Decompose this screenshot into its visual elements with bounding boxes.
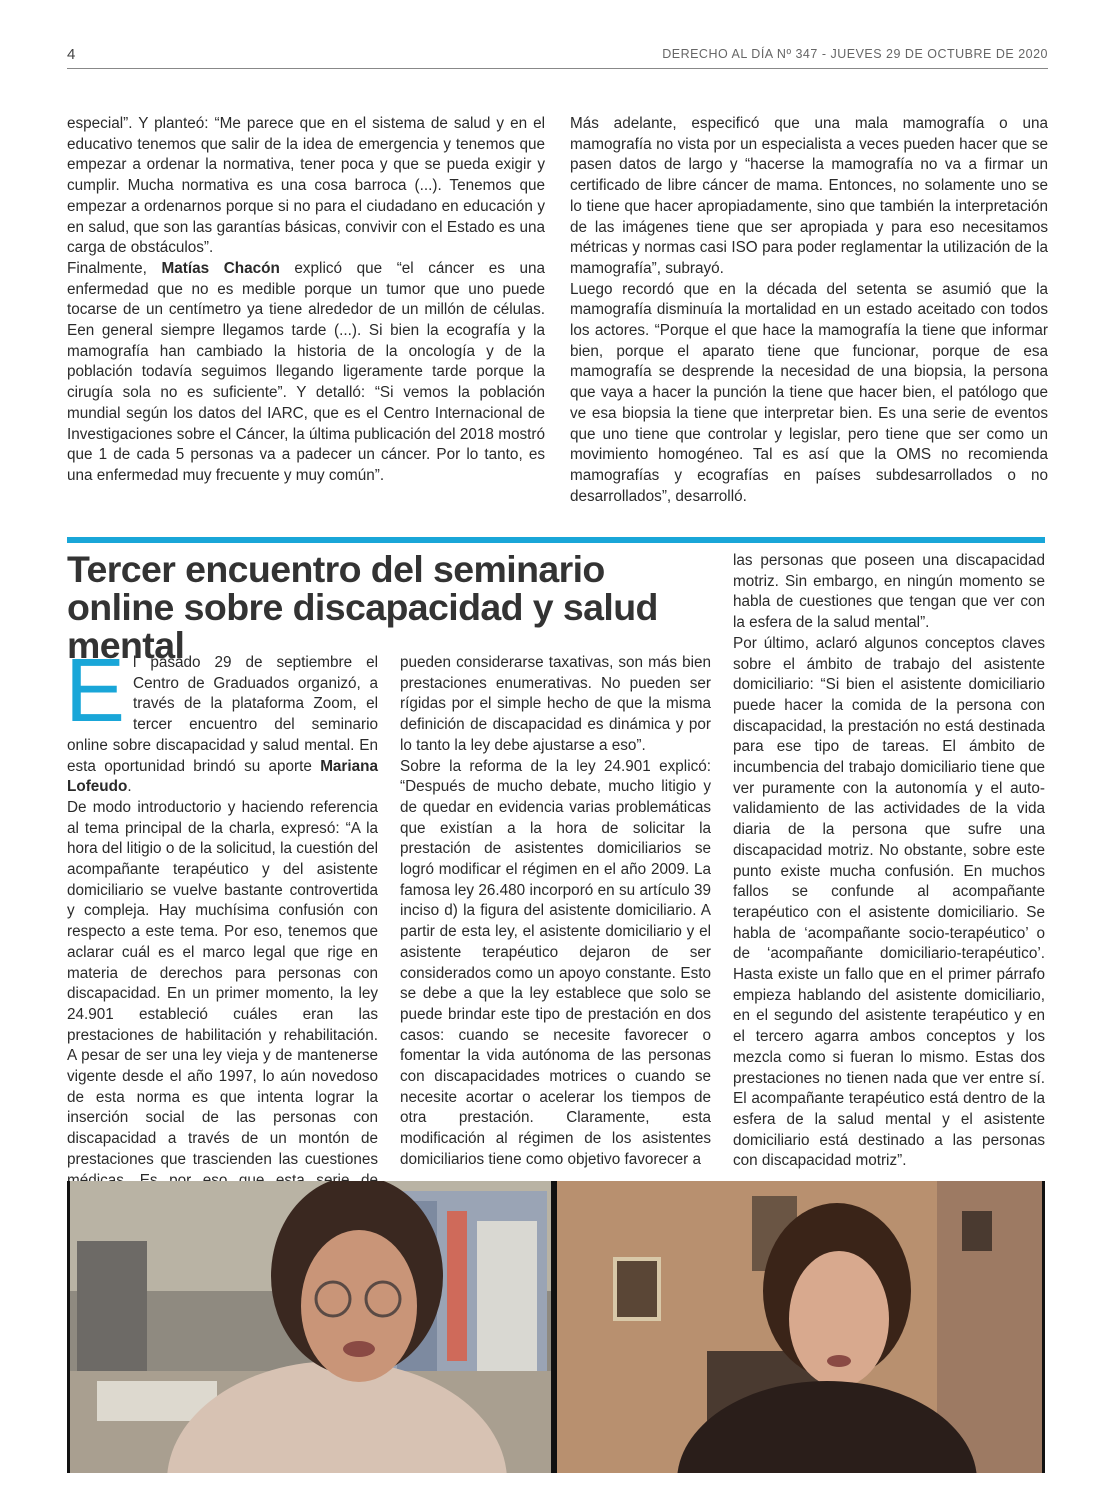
page-header [67,46,1048,69]
paragraph: Por último, aclaró algunos conceptos claves sobre el ámbito de trabajo del asistente domiciliario: “Si bien el asistente domiciliario puede hacer la comida de la persona con discapacidad, la prestación no está destinada para ese tipo de tareas. El ámbito de incumbencia del trabajo domiciliario tiene que ver puramente con la autonomía y el auto-validamiento de las actividades de la vida diaria de la persona que sufre una discapacidad motriz. No obstante, sobre este punto existe mucha confusión. En muchos fallos se confunde al acompañante terapéutico con el asistente domiciliario. Se habla de ‘acompañante socio-terapéutico’ o de ‘acompañante domiciliario-terapéutico’. Hasta existe un fallo que en el primer párrafo empieza hablando del asistente domiciliario, en el segundo del asistente terapéutico y en el tercero agarra ambos conceptos y los mezcla como si fueran lo mismo. Estas dos prestaciones no tienen nada que ver entre sí. El acompañante terapéutico está dentro de la esfera de la salud mental y el asistente domiciliario está destinado a las personas con discapacidad motriz”. [733,634,1045,1170]
video-call-photo [67,1181,1045,1473]
paragraph: De modo introductorio y haciendo referencia al tema principal de la charla, expresó: “A la hora del litigio o de la solicitud, la cuestión del acompañante terapéutico y del asistente domiciliario se vuelve bastante controvertida y compleja. Hay muchísima confusión con respecto a este tema. Por eso, tenemos que aclarar cuál es el marco legal que rige en materia de derechos para personas con discapacidad. En un primer momento, la ley 24.901 estableció cuáles eran las prestaciones de habilitación y rehabilitación. A pesar de ser una ley vieja y de mantenerse vigente desde el año 1997, lo aún novedoso de esta norma es que intenta lograr la inserción social de las personas con discapacidad a través de un montón de prestaciones que trascienden las cuestiones [67,798,378,1168]
speaker-name: Mariana Lofeudo [67,757,378,796]
right-video-panel [557,1181,1042,1473]
publication-name: DERECHO AL DÍA Nº 347 [662,47,818,61]
section-divider [67,537,1045,543]
drop-cap: E [65,641,126,741]
previous-article-left-column [67,114,545,487]
paragraph: Más adelante, especificó que una mala mamografía o una mamografía no vista por un especialista a veces pueden hacer que se pasen datos de largo y “hacerse la mamografía no va a firmar un certificado de libre cáncer de mama. Entonces, no solamente uno se lo tiene que hacer apropiadamente, sino que también la interpretación de las imágenes tiene que ser apropiada y para eso necesitamos métricas y normas casi ISO para poder reglamentar la utilización de la mamografía”, subrayó. [570,115,1048,277]
article-column-3 [733,551,1045,1172]
speaker-name: Matías Chacón [161,259,280,277]
article-headline: Tercer encuentro del seminario online sobre discapacidad y salud mental [67,548,658,666]
publication-date: JUEVES 29 DE OCTUBRE DE 2020 [830,47,1048,61]
lead-paragraph: El pasado 29 de septiembre el Centro de Graduados organizó, a través de la plataforma Zoom, el tercer encuentro del seminario online sobre discapacidad y salud mental. En esta oportunidad brindó su aporte Mariana Lofeudo. [65,641,378,796]
separator: - [817,47,831,61]
paragraph: Luego recordó que en la década del setenta se asumió que la mamografía disminuía la mortalidad en un estado aceitado con todos los actores. “Porque el que hace la mamografía la tiene que informar bien, porque el aparato tiene que funcionar, porque de esa mamografía se desprende la necesidad de una biopsia, la persona que vaya a hacer la punción la tiene que hacer bien, el patólogo que ve esa biopsia la tiene que interpretar bien. Es una serie de eventos que uno tiene que controlar y legislar, pero tiene que ser como un movimiento homogéneo. Tal es así que la OMS no recomienda mamografías y ecografías en países subdesarrollados o no desarrollados”, desarrolló. [570,280,1048,505]
paragraph: Finalmente, Matías Chacón explicó que “el cáncer es una enfermedad que no es medible porque un tumor que uno puede tocarse de un centímetro ya tiene alrededor de un millón de células. Een general siempre llegamos tarde (...). Si bien la ecografía y la mamografía han cambiado la historia de la oncología y de la población todavía seguimos llegando ligeramente tarde porque la cirugía sola no es suficiente”. Y detalló: “Si vemos la población mundial según los datos del IARC, que es el Centro Internacional de Investigaciones sobre el Cáncer, la última publicación del 2018 mostró que 1 de cada 5 personas va a padecer un cáncer. Por lo tanto, es una enfermedad muy frecuente y muy común”. [67,259,546,484]
page-number: 4 [67,46,76,63]
paragraph: las personas que poseen una discapacidad motriz. Sin embargo, en ningún momento se habla de cuestiones que tengan que ver con la esfera de la salud mental”. [733,552,1045,632]
left-video-panel [70,1181,551,1473]
paragraph: Sobre la reforma de la ley 24.901 explicó: “Después de mucho debate, mucho litigio y de quedar en evidencia varias problemáticas que existían a la hora de solicitar la prestación de asistentes domiciliarios se logró modificar el régimen en el año 2009. La famosa ley 26.480 incorporó en su artículo 39 inciso d) la figura del asistente domiciliario. A partir de esta ley, el asistente domiciliario y el asistente terapéutico dejaron de ser considerados como un apoyo constante. Esto se debe a que la ley establece que solo se puede brindar este tipo de prestación en dos casos: cuando se necesite favorecer o fomentar la vida autónoma de las personas con discapacidades motrices o cuando se necesite acortar o acelerar los tiempos de otra prestación. Claramente, esta modificación al régimen de los asistentes domiciliarios tiene como objetivo favorecer a [400,757,711,1168]
publication-info [662,47,1048,61]
article-column-2 [400,653,711,1171]
article-column-1 [65,641,378,1212]
paragraph: especial”. Y planteó: “Me parece que en el sistema de salud y en el educativo tenemos que salir de la idea de emergencia y tenemos que empezar a ordenar la normativa, tener poca y que se pueda exigir y cumplir. Mucha normativa es una cosa barroca (...). Tenemos que empezar a ordenarnos porque si no para el ciudadano en educación y en salud, que son las garantías básicas, convivir con el Estado es una carga de obstáculos”. [67,115,545,257]
previous-article-right-column [570,114,1048,507]
paragraph: pueden considerarse taxativas, son más bien prestaciones enumerativas. No pueden ser rígidas por el simple hecho de que la misma definición de discapacidad es dinámica y por lo tanto la ley debe ajustarse a eso”. [400,654,711,754]
